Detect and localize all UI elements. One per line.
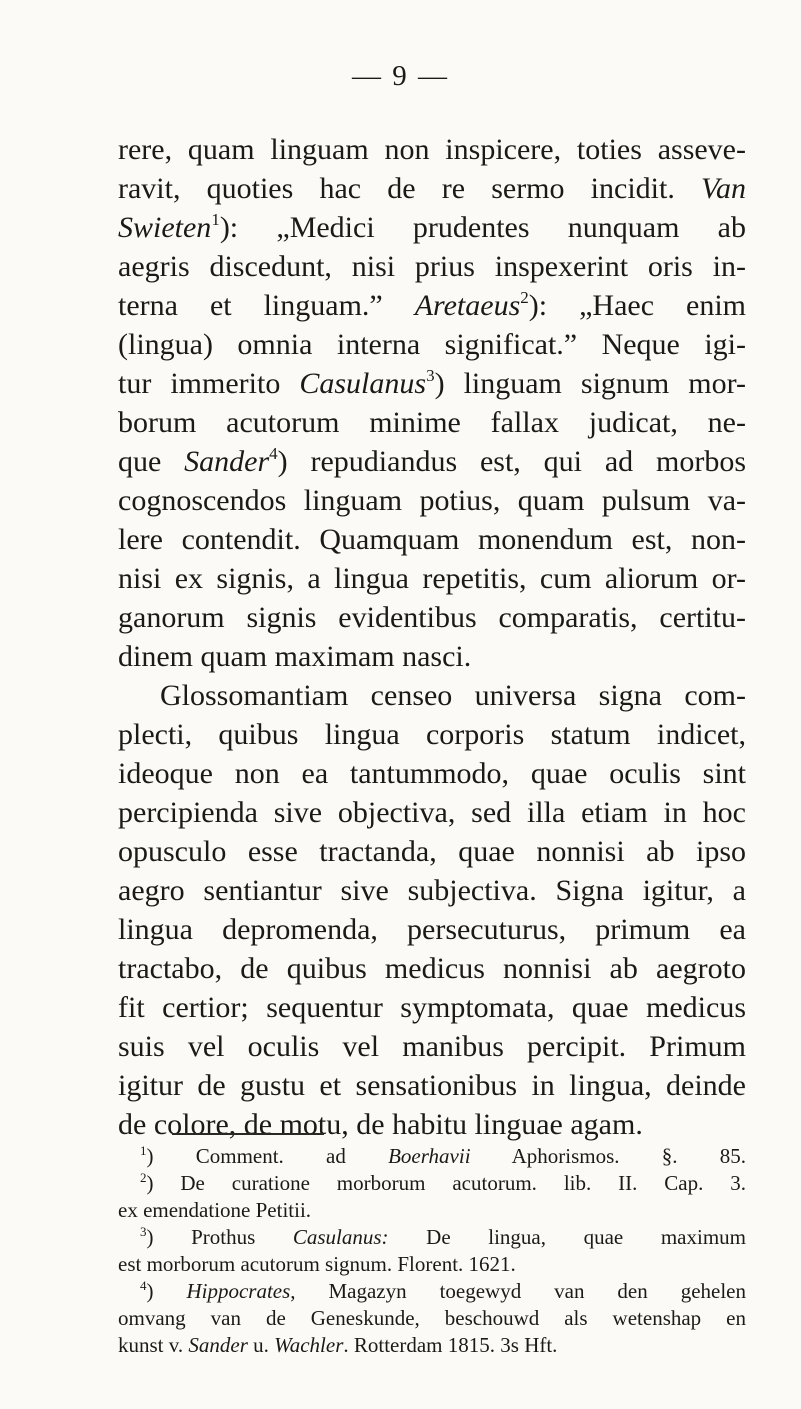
footnote-line: kunst v. Sander u. Wachler. Rotterdam 1815. 3s Hft. — [118, 1333, 558, 1357]
text-line: de colore, de motu, de habitu linguae agam. — [118, 1108, 643, 1141]
page-number: — 9 — — [352, 60, 449, 92]
footnote-line: omvang van de Geneskunde, beschouwd als wetenshap en — [118, 1306, 746, 1330]
text-line: aegro sentiantur sive subjectiva. Signa igitur, a — [118, 874, 746, 907]
footnote-marker: 1 — [140, 1143, 147, 1158]
footnote-line: est morborum acutorum signum. Florent. 1621. — [118, 1252, 516, 1276]
text-line: ideoque non ea tantummodo, quae oculis sint — [118, 757, 746, 790]
text-line: Glossomantiam censeo universa signa com- — [160, 679, 746, 712]
italic-name: Van — [701, 172, 746, 205]
text-line: percipienda sive objectiva, sed illa etiam in hoc — [118, 796, 746, 829]
italic-name: Wachler — [274, 1333, 344, 1357]
text-line: igitur de gustu et sensationibus in lingua, deinde — [118, 1069, 746, 1102]
text-line: suis vel oculis vel manibus percipit. Primum — [118, 1030, 746, 1063]
text-line: tur immerito Casulanus$^3$) linguam signum mor- — [118, 366, 746, 400]
text-line: aegris discedunt, nisi prius inspexerint oris in- — [118, 250, 746, 283]
text-line: rere, quam linguam non inspicere, toties asseve- — [118, 133, 746, 166]
footnote-divider — [172, 1133, 324, 1135]
text-line: lere contendit. Quamquam monendum est, non- — [118, 523, 746, 556]
italic-name: Sander — [188, 1333, 248, 1357]
text-line: opusculo esse tractanda, quae nonnisi ab ipso — [118, 835, 746, 868]
italic-name: Casulanus: — [292, 1225, 389, 1249]
footnote-marker: 3 — [426, 366, 435, 385]
footnote-marker: 3 — [140, 1224, 147, 1239]
footnote-marker: 4 — [269, 444, 278, 463]
footnote-line: ex emendatione Petitii. — [118, 1198, 312, 1222]
text-line: ganorum signis evidentibus comparatis, certitu- — [118, 601, 746, 634]
italic-name: Swieten — [118, 211, 212, 244]
text-line: ravit, quoties hac de re sermo incidit. Van — [118, 172, 746, 205]
text-line: lingua depromenda, persecuturus, primum ea — [118, 913, 746, 946]
text-line: borum acutorum minime fallax judicat, ne- — [118, 406, 746, 439]
text-line: fit certior; sequentur symptomata, quae medicus — [118, 991, 746, 1024]
footnote-marker: 1 — [211, 210, 220, 229]
footnote-line: $^2$) De curatione morborum acutorum. lib. II. Cap. 3. — [140, 1170, 746, 1195]
italic-name: Aretaeus — [414, 289, 521, 322]
body-text — [118, 130, 746, 1144]
footnote-line: $^1$) Comment. ad Boerhavii Aphorismos. §. 85. — [140, 1143, 746, 1168]
text-line: tractabo, de quibus medicus nonnisi ab aegroto — [118, 952, 746, 985]
footnote-marker: 2 — [520, 288, 529, 307]
footnote-marker: 4 — [140, 1278, 147, 1293]
text-line: que Sander$^4$) repudiandus est, qui ad morbos — [118, 444, 746, 478]
footnote-line: $^4$) Hippocrates, Magazyn toegewyd van den gehelen — [140, 1278, 746, 1303]
text-line: cognoscendos linguam potius, quam pulsum va- — [118, 484, 746, 517]
italic-name: Hippocrates — [186, 1279, 291, 1303]
footnote-marker: 2 — [140, 1170, 147, 1185]
text-line: plecti, quibus lingua corporis statum indicet, — [118, 718, 746, 751]
footnotes — [118, 1143, 746, 1359]
text-line: nisi ex signis, a lingua repetitis, cum aliorum or- — [118, 562, 746, 595]
text-line: (lingua) omnia interna significat.” Neque igi- — [118, 328, 746, 361]
footnote-line: $^3$) Prothus Casulanus: De lingua, quae maximum — [140, 1224, 746, 1249]
italic-name: Sander — [184, 445, 270, 478]
text-line: terna et linguam.” Aretaeus$^2$): „Haec enim — [118, 288, 746, 322]
italic-name: Boerhavii — [388, 1144, 471, 1168]
text-line: dinem quam maximam nasci. — [118, 640, 472, 673]
italic-name: Casulanus — [299, 367, 427, 400]
text-line: Swieten$^1$): „Medici prudentes nunquam ab — [118, 210, 746, 244]
